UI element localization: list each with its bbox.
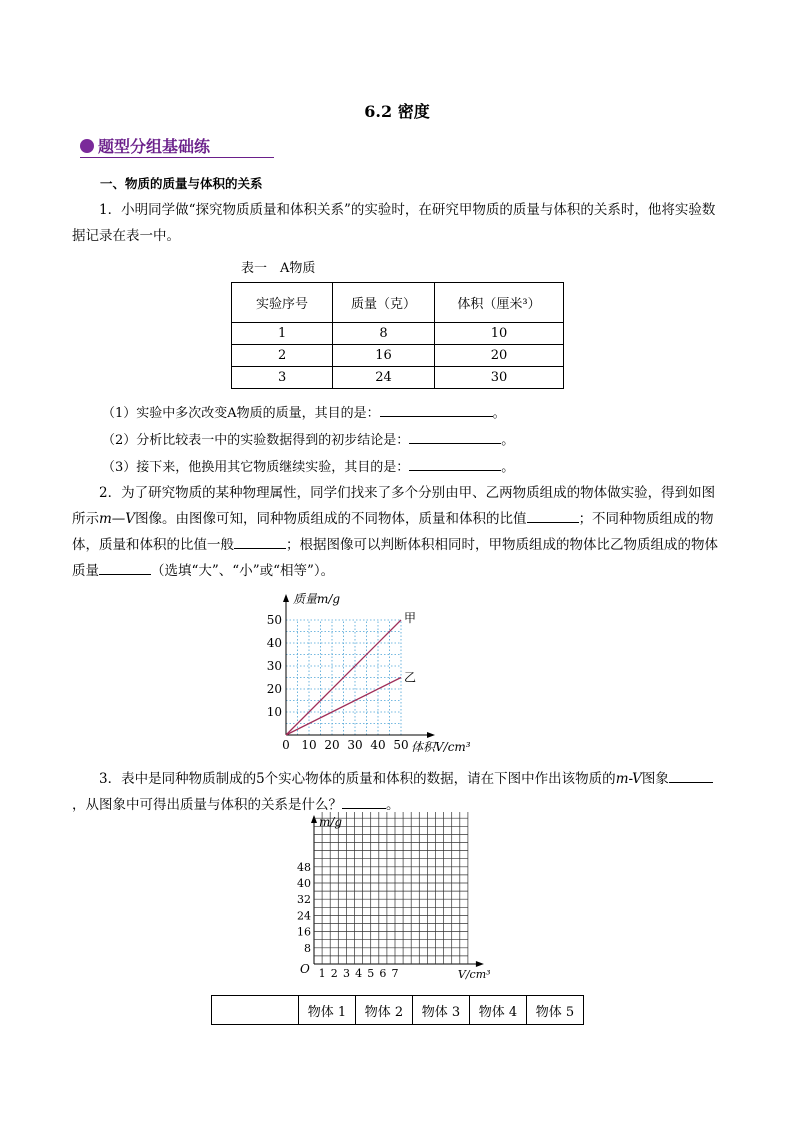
y-tick-label: 40 <box>297 877 311 890</box>
table2 <box>211 995 584 1025</box>
x-tick-label: 0 <box>282 738 290 752</box>
y-tick-label: 50 <box>266 613 282 627</box>
bullet-dot-icon <box>80 139 94 153</box>
table1-cell: 1 <box>232 323 333 345</box>
series-line-1 <box>286 620 401 735</box>
table2-cell: 物体 3 <box>413 996 470 1025</box>
q3-part2: 图象 <box>641 771 669 787</box>
y-axis-arrow-icon <box>311 815 317 823</box>
q2-part4: ；根据图像可以判断体积相同时，甲物质组成的物体比乙物质组成的物体质量 <box>72 537 718 579</box>
x-tick-label: 40 <box>370 738 386 752</box>
q1-sub3-text: （3）接下来，他换用其它物质继续实验，其目的是： <box>102 460 410 475</box>
blank-grid-chart <box>290 812 500 984</box>
x-tick-label: 30 <box>347 738 363 752</box>
answer-blank[interactable] <box>669 770 713 783</box>
x-tick-label: 3 <box>342 967 350 980</box>
x-tick-label: 6 <box>379 967 387 980</box>
table1-cell: 10 <box>435 323 564 345</box>
table1-header-cell: 质量（克） <box>333 283 435 323</box>
table-row <box>232 323 564 345</box>
table1-cell: 3 <box>232 367 333 389</box>
y-tick-label: 16 <box>297 925 311 939</box>
x-tick-label: 10 <box>301 738 317 752</box>
origin-label: O <box>300 962 310 976</box>
y-axis-label: 质量m/g <box>293 592 341 606</box>
x-axis-label: 体积V/cm³ <box>411 740 471 754</box>
table-row <box>232 345 564 367</box>
q2-text <box>72 480 722 584</box>
subsection-title: 一、物质的质量与体积的关系 <box>100 176 263 191</box>
table-row <box>232 367 564 389</box>
q1-intro: 1．小明同学做“探究物质质量和体积关系”的实验时，在研究甲物质的质量与体积的关系时，他将实验数据记录在表一中。 <box>72 202 716 244</box>
q2-part5: （选填“大”、“小”或“相等”）。 <box>151 563 335 579</box>
series-label: 甲 <box>404 611 417 625</box>
q3-part1: 3．表中是同种物质制成的5个实心物体的质量和体积的数据，请在下图中作出该物质的 <box>99 771 616 787</box>
q2-part2: 图像。由图像可知，同种物质组成的不同物体，质量和体积的比值 <box>135 511 527 527</box>
answer-blank[interactable] <box>342 796 386 809</box>
answer-blank[interactable] <box>234 536 286 549</box>
q1-sub1-end: 。 <box>492 406 506 421</box>
series-label: 乙 <box>404 670 417 685</box>
q1-sub2-end: 。 <box>501 433 515 448</box>
y-tick-label: 30 <box>266 659 282 673</box>
table-row <box>212 996 584 1025</box>
x-tick-label: 1 <box>318 967 326 980</box>
table2-cell: 物体 4 <box>470 996 527 1025</box>
q3-end: 。 <box>386 797 400 813</box>
table2-cell: 物体 1 <box>299 996 356 1025</box>
x-tick-label: 4 <box>355 967 363 980</box>
table1-header-row <box>232 283 564 323</box>
answer-blank[interactable] <box>99 562 151 575</box>
y-tick-label: 10 <box>266 705 282 719</box>
table2-cell: 物体 2 <box>356 996 413 1025</box>
table1-cell: 8 <box>333 323 435 345</box>
page-title: 6.2 密度 <box>364 102 430 121</box>
y-axis-arrow-icon <box>283 594 289 602</box>
y-tick-label: 20 <box>266 682 282 696</box>
table2-cell <box>212 996 299 1025</box>
y-tick-label: 24 <box>297 909 311 923</box>
table1-cell: 2 <box>232 345 333 367</box>
table2-cell: 物体 5 <box>527 996 584 1025</box>
answer-blank[interactable] <box>409 431 501 444</box>
table1-cell: 20 <box>435 345 564 367</box>
table1 <box>231 282 564 389</box>
y-axis-label: m/g <box>319 815 343 829</box>
x-axis-arrow-icon <box>427 732 435 738</box>
x-tick-label: 50 <box>393 738 409 752</box>
table1-header-cell: 实验序号 <box>232 283 333 323</box>
table1-cell: 24 <box>333 367 435 389</box>
section-underline <box>80 157 274 158</box>
q1-sub1-text: （1）实验中多次改变A物质的质量，其目的是： <box>102 406 380 421</box>
q1-sub2-text: （2）分析比较表一中的实验数据得到的初步结论是： <box>102 433 410 448</box>
answer-blank[interactable] <box>409 458 501 471</box>
y-tick-label: 8 <box>304 941 311 955</box>
q2-part1: 2．为了研究物质的某种物理属性，同学们找来了多个分别由甲、乙两物质组成的物体做实验，得到如图所示 <box>72 485 716 527</box>
q2-mv-symbol: m—V <box>99 511 136 527</box>
q1-sub2 <box>102 429 514 448</box>
q3-part3: ，从图象中可得出质量与体积的关系是什么？ <box>72 797 342 813</box>
x-axis-label: V/cm³ <box>457 968 491 981</box>
table1-caption: 表一 A物质 <box>241 261 316 276</box>
table1-header-cell: 体积（厘米³） <box>435 283 564 323</box>
q3-text <box>72 766 722 818</box>
x-tick-label: 2 <box>330 967 338 980</box>
y-tick-label: 32 <box>297 893 311 907</box>
y-tick-label: 40 <box>266 636 282 650</box>
table1-cell: 30 <box>435 367 564 389</box>
q3-mv-symbol: m-V <box>615 771 642 787</box>
answer-blank[interactable] <box>527 510 579 523</box>
x-axis-arrow-icon <box>476 961 484 967</box>
table1-cell: 16 <box>333 345 435 367</box>
answer-blank[interactable] <box>380 404 493 417</box>
x-tick-label: 20 <box>324 738 340 752</box>
x-tick-label: 7 <box>391 967 399 980</box>
q1-sub3 <box>102 456 514 475</box>
q1-sub1 <box>102 402 506 421</box>
series-line-2 <box>286 678 401 736</box>
section-heading-label: 题型分组基础练 <box>98 137 211 156</box>
y-tick-label: 48 <box>297 860 311 874</box>
x-tick-label: 5 <box>367 967 375 980</box>
q1-sub3-end: 。 <box>501 460 515 475</box>
q2-part3: ；不同种物质组成的物体，质量和体积的比值一般 <box>72 511 714 553</box>
mass-volume-chart <box>260 588 490 758</box>
